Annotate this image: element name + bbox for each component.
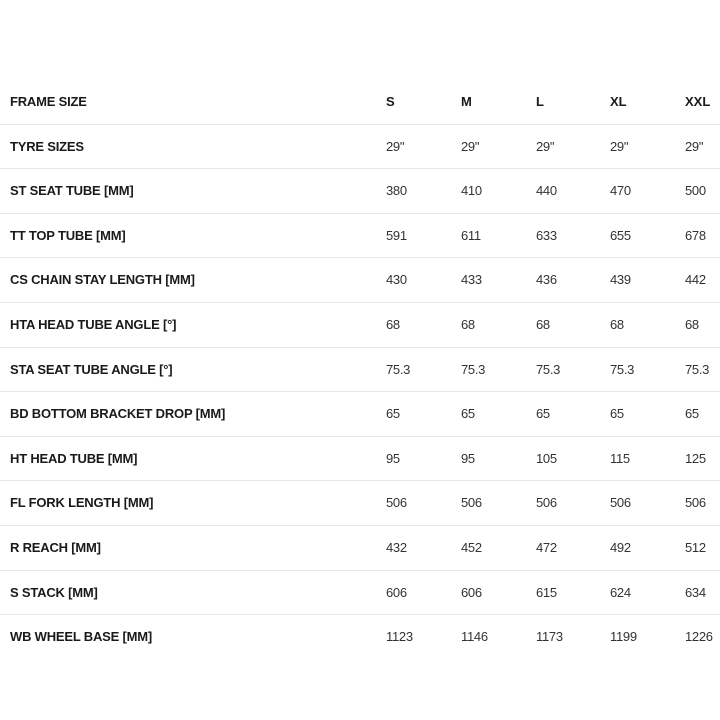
cell-value: 506 — [386, 495, 407, 511]
cell-value: 68 — [386, 316, 400, 332]
table-row — [0, 615, 720, 659]
cell-value: 506 — [536, 495, 557, 511]
cell-value: 506 — [610, 495, 631, 511]
row-label: R REACH [MM] — [10, 539, 101, 555]
row-label: TYRE SIZES — [10, 138, 84, 154]
cell-value: 1123 — [386, 629, 413, 645]
table-row — [0, 214, 720, 259]
cell-value: 105 — [536, 450, 557, 466]
table-row — [0, 125, 720, 170]
row-label: HT HEAD TUBE [MM] — [10, 450, 138, 466]
row-label: ST SEAT TUBE [MM] — [10, 183, 134, 199]
cell-value: 492 — [610, 539, 631, 555]
table-row — [0, 303, 720, 348]
cell-value: 68 — [610, 316, 624, 332]
cell-value: 1226 — [685, 629, 713, 645]
cell-value: 606 — [386, 584, 407, 600]
cell-value: 436 — [536, 272, 557, 288]
cell-value: 75.3 — [536, 361, 561, 377]
cell-value: 380 — [386, 183, 407, 199]
row-label: S STACK [MM] — [10, 584, 98, 600]
cell-value: 433 — [461, 272, 482, 288]
cell-value: 29" — [386, 138, 405, 154]
cell-value: 633 — [536, 227, 557, 243]
table-row — [0, 258, 720, 303]
cell-value: 125 — [685, 450, 706, 466]
header-size-s: S — [386, 94, 395, 109]
cell-value: 591 — [386, 227, 407, 243]
cell-value: 634 — [685, 584, 706, 600]
cell-value: 29" — [536, 138, 555, 154]
cell-value: 75.3 — [685, 361, 710, 377]
row-label: WB WHEEL BASE [MM] — [10, 629, 153, 645]
cell-value: 442 — [685, 272, 706, 288]
cell-value: 95 — [461, 450, 475, 466]
cell-value: 75.3 — [386, 361, 411, 377]
table-header-row — [0, 80, 720, 125]
header-size-l: L — [536, 94, 544, 109]
table-row — [0, 481, 720, 526]
header-size-m: M — [461, 94, 472, 109]
cell-value: 452 — [461, 539, 482, 555]
cell-value: 65 — [386, 406, 400, 422]
cell-value: 68 — [461, 316, 475, 332]
header-size-xl: XL — [610, 94, 627, 109]
table-row — [0, 571, 720, 616]
table-row — [0, 169, 720, 214]
row-label: TT TOP TUBE [MM] — [10, 227, 126, 243]
cell-value: 430 — [386, 272, 407, 288]
table-row — [0, 392, 720, 437]
cell-value: 29" — [685, 138, 704, 154]
header-frame-size-label: FRAME SIZE — [10, 94, 87, 109]
table-row — [0, 526, 720, 571]
cell-value: 611 — [461, 227, 481, 243]
cell-value: 65 — [610, 406, 624, 422]
cell-value: 68 — [536, 316, 550, 332]
cell-value: 606 — [461, 584, 482, 600]
cell-value: 65 — [536, 406, 550, 422]
cell-value: 75.3 — [461, 361, 486, 377]
cell-value: 472 — [536, 539, 557, 555]
cell-value: 470 — [610, 183, 631, 199]
cell-value: 655 — [610, 227, 631, 243]
row-label: BD BOTTOM BRACKET DROP [MM] — [10, 406, 226, 422]
cell-value: 512 — [685, 539, 706, 555]
row-label: CS CHAIN STAY LENGTH [MM] — [10, 272, 195, 288]
cell-value: 29" — [610, 138, 629, 154]
cell-value: 440 — [536, 183, 557, 199]
cell-value: 432 — [386, 539, 407, 555]
row-label: STA SEAT TUBE ANGLE [°] — [10, 361, 173, 377]
geometry-table — [0, 80, 720, 659]
cell-value: 115 — [610, 450, 630, 466]
table-row — [0, 348, 720, 393]
cell-value: 68 — [685, 316, 699, 332]
cell-value: 506 — [461, 495, 482, 511]
cell-value: 1173 — [536, 629, 563, 645]
cell-value: 439 — [610, 272, 631, 288]
table-row — [0, 437, 720, 482]
cell-value: 95 — [386, 450, 400, 466]
cell-value: 615 — [536, 584, 557, 600]
row-label: HTA HEAD TUBE ANGLE [°] — [10, 316, 177, 332]
cell-value: 65 — [461, 406, 475, 422]
cell-value: 1199 — [610, 629, 637, 645]
cell-value: 29" — [461, 138, 480, 154]
row-label: FL FORK LENGTH [MM] — [10, 495, 154, 511]
cell-value: 500 — [685, 183, 706, 199]
cell-value: 506 — [685, 495, 706, 511]
cell-value: 75.3 — [610, 361, 635, 377]
cell-value: 410 — [461, 183, 482, 199]
cell-value: 1146 — [461, 629, 488, 645]
cell-value: 624 — [610, 584, 631, 600]
header-size-xxl: XXL — [685, 94, 711, 109]
cell-value: 65 — [685, 406, 699, 422]
cell-value: 678 — [685, 227, 706, 243]
